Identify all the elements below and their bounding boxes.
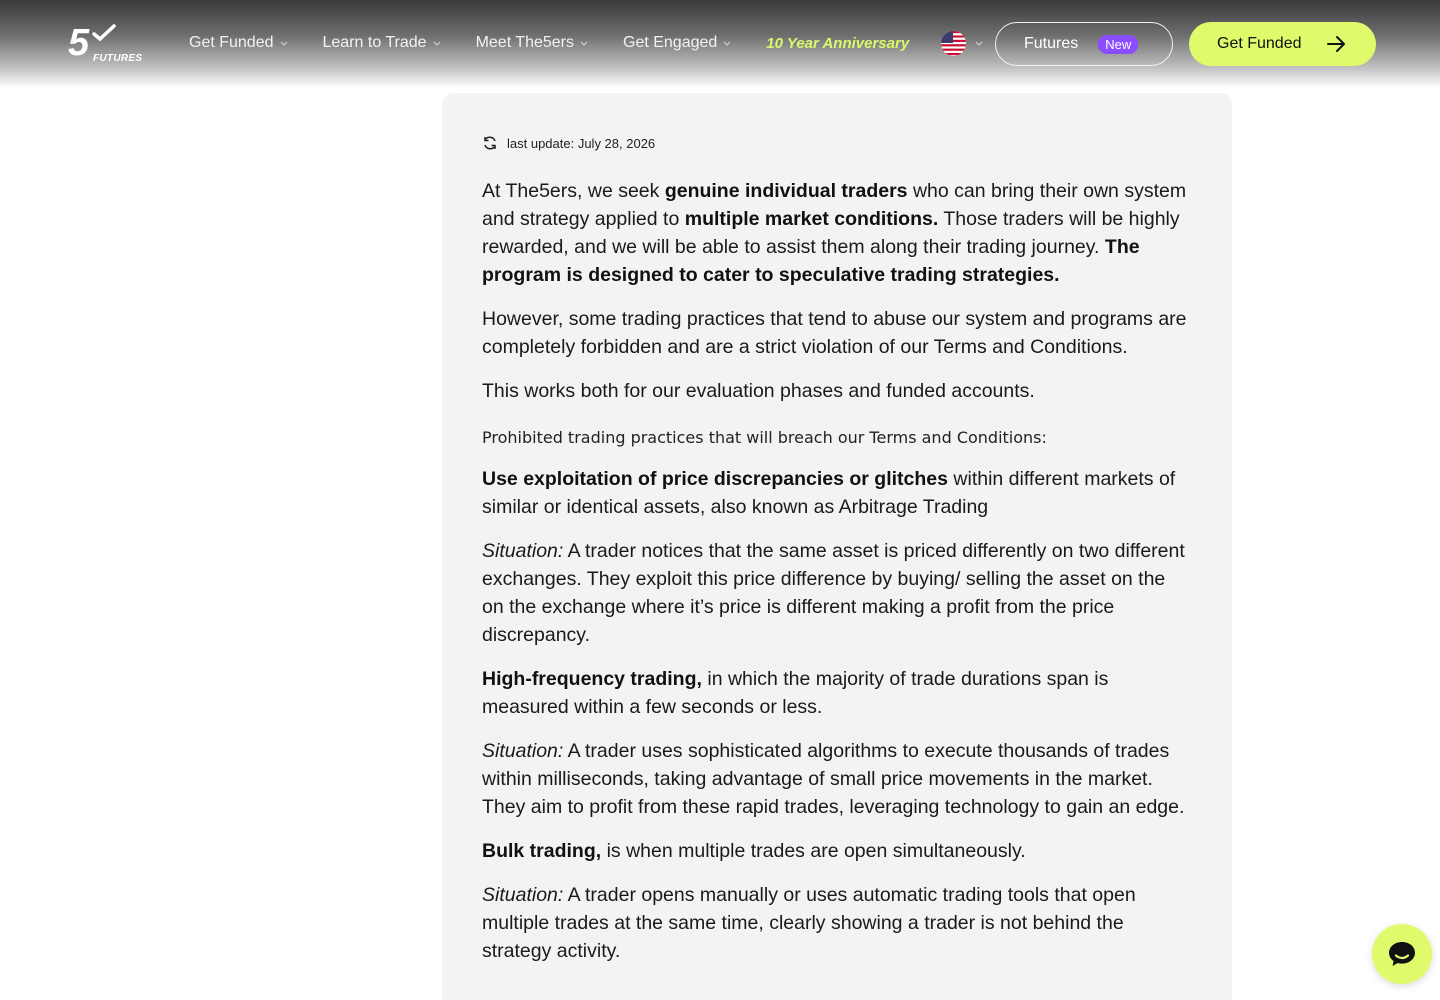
futures-button-label: Futures: [1024, 35, 1079, 52]
situation-label: Situation:: [482, 740, 564, 762]
arrow-right-icon: [1327, 35, 1346, 53]
practice-title: Bulk trading,: [482, 840, 602, 862]
intro-paragraph: [482, 177, 1192, 289]
policy-card: [442, 93, 1232, 1000]
situation-label: Situation:: [482, 884, 564, 906]
nav-item-label: Get Engaged: [623, 34, 718, 51]
refresh-icon: [482, 135, 498, 151]
last-update-text: last update: July 28, 2026: [507, 135, 656, 151]
chevron-down-icon: [432, 38, 442, 48]
bold-text: genuine individual traders: [664, 180, 908, 202]
chevron-down-icon: [974, 38, 984, 48]
new-badge: New: [1098, 35, 1138, 54]
situation-text: A trader opens manually or uses automatic trading tools that open multiple trades at the same time, clearly showing a trader is not behind the strategy activity.: [482, 884, 1136, 962]
practice-item: [482, 837, 1192, 865]
bold-text: multiple market conditions.: [684, 208, 939, 230]
nav-item-label: Get Funded: [189, 34, 274, 51]
logo-subtitle: FUTURES: [93, 53, 143, 64]
situation-text: A trader notices that the same asset is priced differently on two different exchanges. They exploit this price difference by buying/ selling the asset on the on the exchange where it’s price is different making a profit from the price discrepancy.: [482, 540, 1185, 646]
practice-text: in which the majority of trade durations span is measured within a few seconds or less.: [482, 668, 1109, 718]
chevron-down-icon: [579, 38, 589, 48]
nav-item-label: Meet The5ers: [475, 34, 574, 51]
bold-text: The program is designed to cater to speculative trading strategies.: [482, 236, 1140, 286]
text-run: At The5ers, we seek: [482, 180, 665, 202]
violation-paragraph: However, some trading practices that tend to abuse our system and programs are completely forbidden and are a strict violation of our Terms and Conditions.: [482, 308, 1187, 358]
text-run: Those traders will be highly rewarded, and we will be able to assist them along their trading journey.: [482, 208, 1180, 258]
site-header: [0, 0, 1440, 88]
get-funded-button-label: Get Funded: [1217, 35, 1302, 52]
prohibited-heading: Prohibited trading practices that will breach our Terms and Conditions:: [482, 428, 1047, 447]
situation-item: [482, 881, 1192, 965]
get-funded-button[interactable]: [1189, 22, 1376, 66]
practice-title: High-frequency trading,: [482, 668, 702, 690]
language-selector[interactable]: [941, 31, 984, 56]
article-body: [482, 177, 1192, 965]
logo-check-icon: [92, 24, 116, 42]
situation-text: A trader uses sophisticated algorithms to execute thousands of trades within milliseconds, taking advantage of small price movements in the market. They aim to profit from these rapid trades, leveraging technology to gain an edge.: [482, 740, 1185, 818]
chevron-down-icon: [722, 38, 732, 48]
situation-item: [482, 737, 1192, 821]
futures-button[interactable]: [995, 22, 1173, 66]
nav-item-meet-the5ers[interactable]: [476, 34, 589, 52]
anniversary-link[interactable]: 10 Year Anniversary: [766, 34, 910, 52]
scope-paragraph: This works both for our evaluation phases and funded accounts.: [482, 380, 1035, 402]
practice-title: Use exploitation of price discrepancies or glitches: [482, 468, 948, 490]
nav-item-get-engaged[interactable]: [623, 34, 732, 52]
last-update: [482, 133, 1192, 153]
logo-mark: 5: [68, 22, 90, 64]
nav-item-get-funded[interactable]: [189, 34, 289, 52]
practice-item: [482, 665, 1192, 721]
practice-text: within different markets of similar or identical assets, also known as Arbitrage Trading: [482, 468, 1176, 518]
logo[interactable]: [68, 24, 142, 66]
main-nav: [189, 30, 984, 56]
situation-item: [482, 537, 1192, 649]
nav-item-learn-to-trade[interactable]: [323, 34, 442, 52]
chat-bubble-icon: [1386, 938, 1418, 970]
text-run: who can bring their own system and strategy applied to: [482, 180, 1187, 230]
practice-text: is when multiple trades are open simultaneously.: [601, 840, 1026, 862]
chat-button[interactable]: [1372, 924, 1432, 984]
nav-item-label: Learn to Trade: [322, 34, 427, 51]
chevron-down-icon: [279, 38, 289, 48]
practice-item: [482, 465, 1192, 521]
us-flag-icon: [941, 31, 966, 56]
situation-label: Situation:: [482, 540, 564, 562]
